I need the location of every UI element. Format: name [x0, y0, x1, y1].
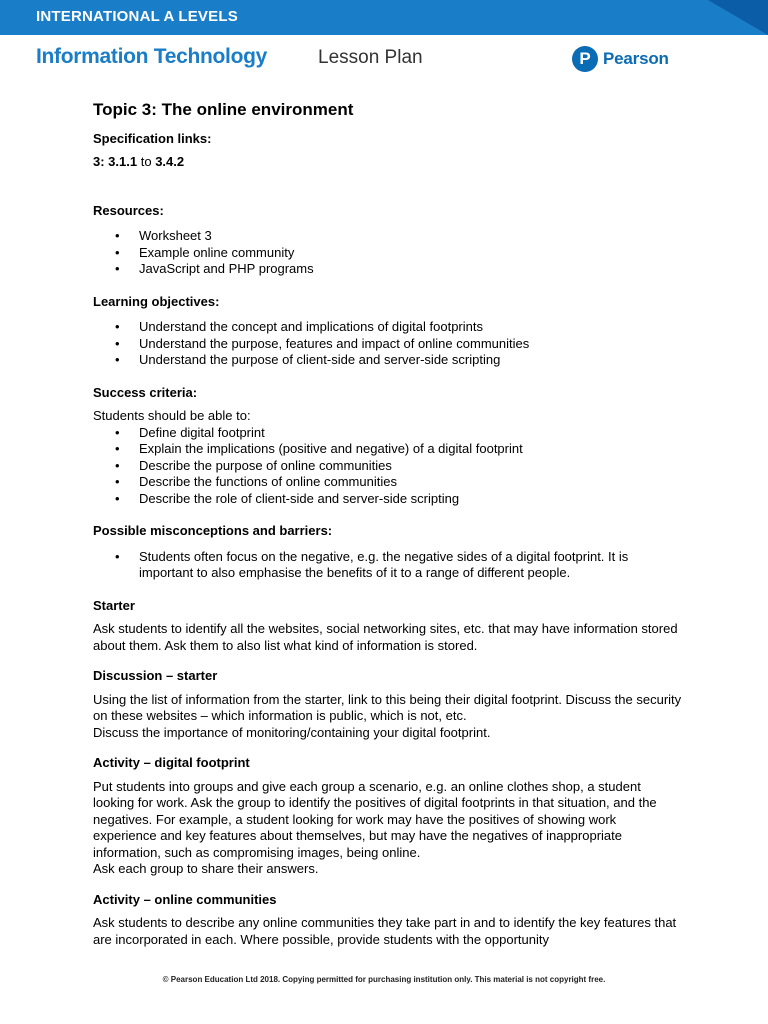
spec-to: 3.4.2: [155, 154, 185, 169]
discussion-body-2: Discuss the importance of monitoring/containing your digital footprint.: [93, 724, 491, 740]
spec-from: 3: 3.1.1: [93, 154, 138, 169]
success-criteria-list: [93, 425, 683, 508]
resources-heading: Resources:: [93, 202, 164, 218]
learning-objectives-list: [93, 319, 683, 369]
document-type: Lesson Plan: [318, 47, 423, 68]
success-criteria-heading: Success criteria:: [93, 384, 198, 400]
list-item: • Understand the purpose of client-side and server-side scripting: [93, 352, 683, 369]
copyright-footer: © Pearson Education Ltd 2018. Copying permitted for purchasing institution only. This material is not copyright free.: [162, 975, 606, 984]
list-item: • Describe the functions of online communities: [93, 474, 683, 491]
resources-list: [93, 228, 683, 278]
activity-footprint-body: Put students into groups and give each group a scenario, e.g. an online clothes shop, a student looking for work. Ask the group to identify the positives of digital footprints in that situation, and the negatives. For example, a student looking for work may have the positives of showing work experience and key features about themselves, but may have the negatives of inappropriate information, such as compromising images, being online.: [93, 778, 657, 860]
activity-communities-body: Ask students to describe any online communities they take part in and to identify the key features that are incorporated in each. Where possible, provide students with the opportunity: [93, 915, 677, 947]
brand-name: Pearson: [603, 49, 669, 68]
top-banner: [0, 0, 768, 35]
list-item: • Students often focus on the negative, e.g. the negative sides of a digital footprint. It is important to also emphasise the benefits of it to a range of different people.: [93, 549, 683, 582]
activity-communities-heading: Activity – online communities: [93, 891, 277, 907]
topic-title: Topic 3: The online environment: [93, 100, 354, 119]
starter-heading: Starter: [93, 597, 135, 613]
pearson-logo-icon: P: [572, 46, 598, 72]
list-item: • Understand the purpose, features and impact of online communities: [93, 336, 683, 353]
learning-objectives-heading: Learning objectives:: [93, 293, 220, 309]
discussion-heading: Discussion – starter: [93, 668, 218, 683]
list-item: • Describe the role of client-side and server-side scripting: [93, 491, 683, 508]
list-item: • Understand the concept and implications of digital footprints: [93, 319, 683, 336]
list-item: • Worksheet 3: [93, 228, 683, 245]
subject-title: Information Technology: [36, 45, 268, 68]
list-item: • Define digital footprint: [93, 425, 683, 442]
list-item: • Describe the purpose of online communities: [93, 458, 683, 475]
starter-body: Ask students to identify all the websites, social networking sites, etc. that may have information stored about them. Ask them to also list what kind of information is stored.: [93, 621, 678, 653]
list-item: • Example online community: [93, 245, 683, 262]
lesson-content: [93, 102, 683, 948]
misconceptions-heading: Possible misconceptions and barriers:: [93, 523, 333, 538]
banner-corner-decoration: [708, 0, 768, 35]
list-item: • JavaScript and PHP programs: [93, 261, 683, 278]
discussion-body: Using the list of information from the starter, link to this being their digital footprint. Discuss the security on these websites – which information is public, which is not, etc.: [93, 691, 682, 723]
spec-links-value: [93, 154, 683, 171]
program-label: INTERNATIONAL A LEVELS: [36, 8, 238, 25]
list-item: • Explain the implications (positive and negative) of a digital footprint: [93, 441, 683, 458]
activity-footprint-heading: Activity – digital footprint: [93, 755, 250, 770]
spec-links-heading: Specification links:: [93, 130, 212, 146]
activity-footprint-body-2: Ask each group to share their answers.: [93, 861, 319, 876]
spec-to-word: to: [140, 154, 152, 169]
misconceptions-list: [93, 549, 683, 582]
brand-logo: [572, 46, 669, 72]
success-criteria-intro: Students should be able to:: [93, 408, 251, 423]
